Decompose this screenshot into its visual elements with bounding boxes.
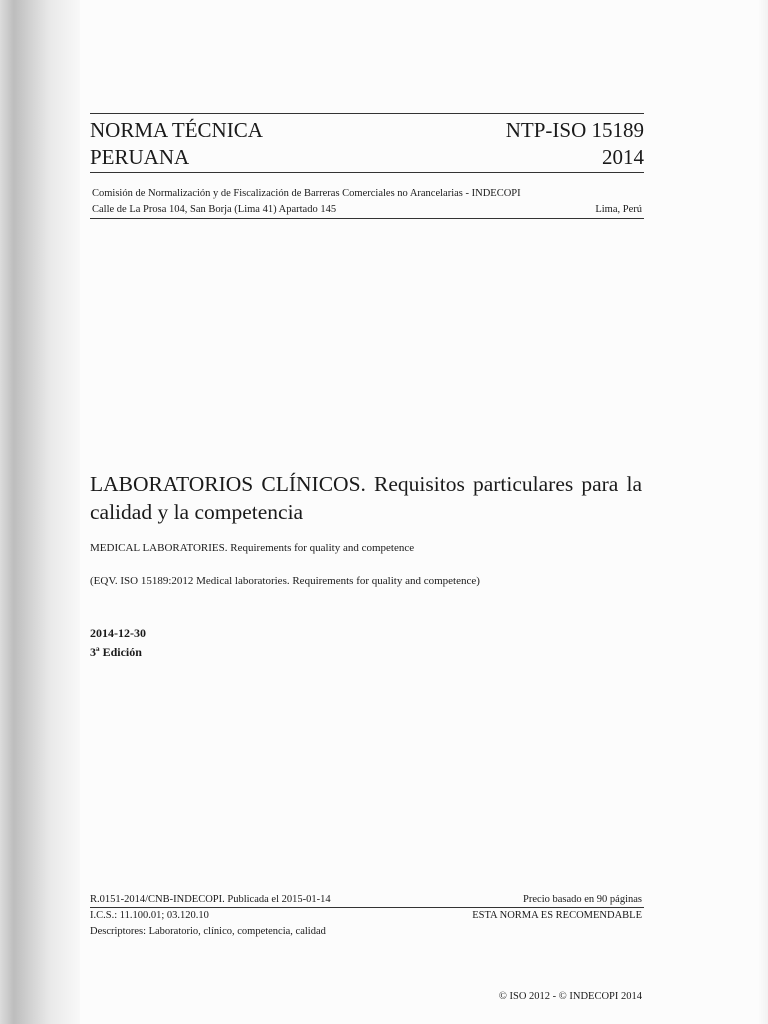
edition: 3ª Edición	[90, 645, 142, 659]
header-bottom-rule	[90, 172, 644, 173]
copyright: © ISO 2012 - © INDECOPI 2014	[498, 991, 642, 1002]
ics-code: I.C.S.: 11.100.01; 03.120.10	[90, 910, 209, 921]
document-title-english: MEDICAL LABORATORIES. Requirements for quality and competence	[90, 542, 415, 554]
descriptors: Descriptores: Laboratorio, clínico, competencia, calidad	[90, 926, 326, 937]
institution-address: Calle de La Prosa 104, San Borja (Lima 41) Apartado 145	[92, 204, 337, 215]
price-note: Precio basado en 90 páginas	[523, 894, 642, 905]
page-edge	[758, 0, 768, 1024]
institution-name: Comisión de Normalización y de Fiscalización de Barreras Comerciales no Arancelarias - INDECOPI	[92, 188, 521, 199]
recommendation-note: ESTA NORMA ES RECOMENDABLE	[472, 910, 642, 921]
institution-rule	[90, 218, 644, 219]
resolution-note: R.0151-2014/CNB-INDECOPI. Publicada el 2015-01-14	[90, 894, 331, 905]
header-top-rule	[90, 113, 644, 114]
approval-date: 2014-12-30	[90, 626, 146, 640]
institution-city: Lima, Perú	[595, 204, 642, 215]
header-line-1	[90, 117, 644, 143]
standard-type-line2: PERUANA	[90, 145, 190, 169]
binding-shadow	[0, 0, 80, 1024]
document-title: LABORATORIOS CLÍNICOS. Requisitos particulares para la calidad y la competencia	[90, 472, 642, 524]
standard-code: NTP-ISO 15189	[505, 118, 644, 142]
standard-year: 2014	[602, 145, 644, 169]
footer-rule	[90, 907, 644, 908]
standard-type-line1: NORMA TÉCNICA	[90, 118, 263, 142]
header-line-2	[90, 144, 644, 170]
equivalence-note: (EQV. ISO 15189:2012 Medical laboratories. Requirements for quality and competence)	[90, 575, 480, 587]
